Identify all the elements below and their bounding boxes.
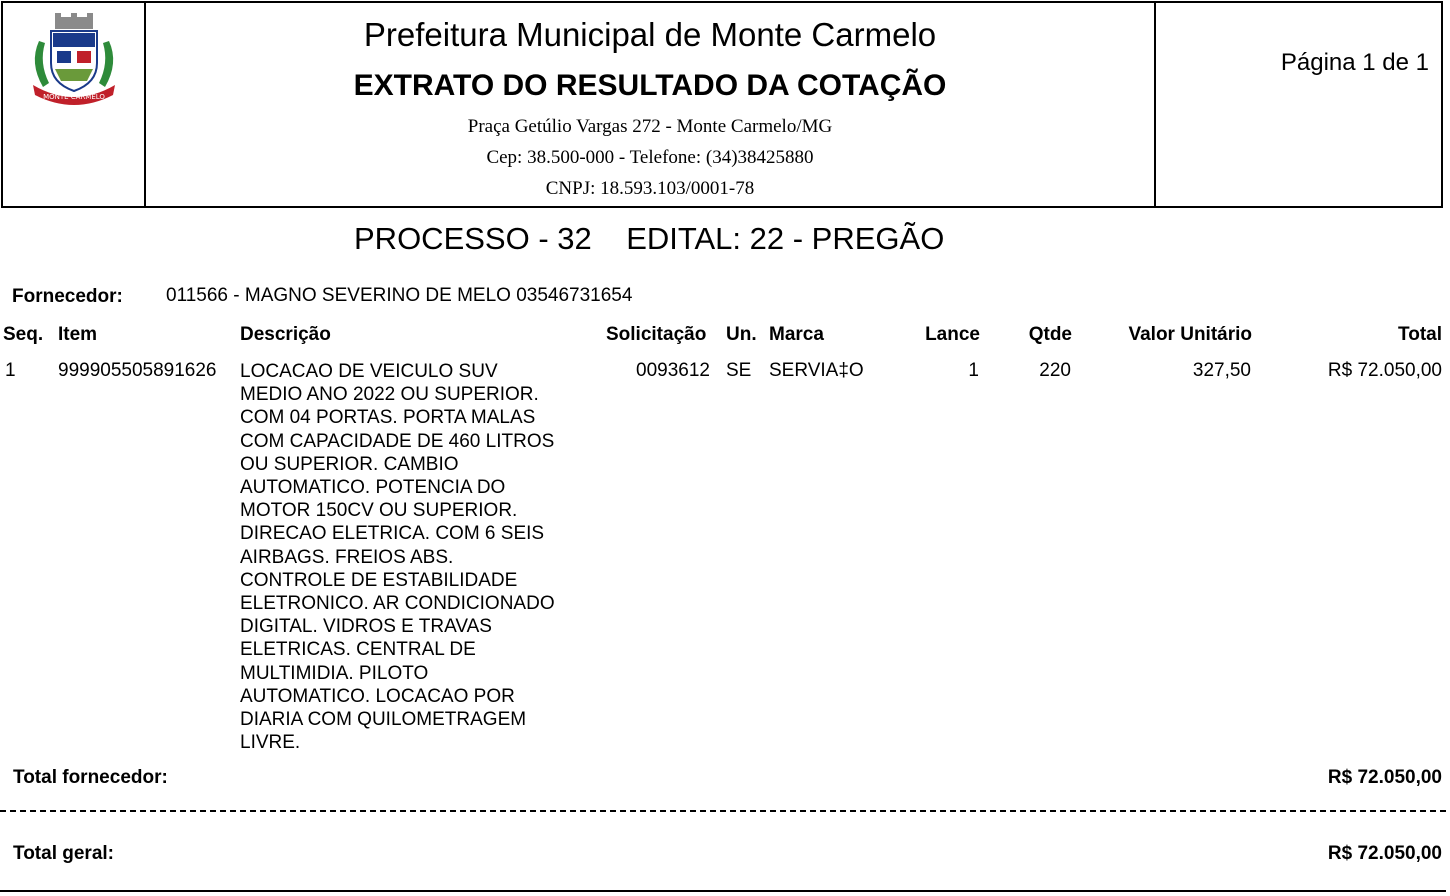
cell-seq: 1 [5, 360, 16, 381]
dashed-separator [0, 810, 1446, 812]
process-edital-line: PROCESSO - 32 EDITAL: 22 - PREGÃO [354, 221, 945, 256]
address-line: Praça Getúlio Vargas 272 - Monte Carmelo/MG [467, 116, 833, 137]
cell-marca: SERVIA‡O [769, 360, 864, 381]
cell-valor-unitario: 327,50 [1192, 360, 1251, 381]
header-unidade: Un. [726, 324, 757, 345]
cnpj-line: CNPJ: 18.593.103/0001-78 [545, 178, 755, 199]
page-number-cell [1154, 3, 1441, 206]
cell-qtde: 220 [1039, 360, 1071, 381]
logo-cell [3, 3, 146, 206]
supplier-label: Fornecedor: [12, 286, 123, 307]
supplier-value: 011566 - MAGNO SEVERINO DE MELO 03546731654 [166, 285, 633, 306]
total-supplier-value: R$ 72.050,00 [1327, 767, 1442, 788]
document-header [1, 1, 1443, 208]
header-valor-unitario: Valor Unitário [1128, 324, 1252, 345]
header-marca: Marca [769, 324, 824, 345]
header-title-block [146, 3, 1154, 206]
bottom-rule [0, 890, 1446, 892]
cell-unidade: SE [726, 360, 752, 381]
logo-ribbon-text: MONTE CARMELO [43, 93, 105, 101]
document-title: EXTRATO DO RESULTADO DA COTAÇÃO [353, 69, 947, 102]
cell-total: R$ 72.050,00 [1327, 360, 1442, 381]
header-solicitacao: Solicitação [606, 324, 707, 345]
header-total: Total [1398, 324, 1442, 345]
cell-solicitacao: 0093612 [636, 360, 710, 381]
header-qtde: Qtde [1028, 324, 1072, 345]
cell-description: LOCACAO DE VEICULO SUV MEDIO ANO 2022 OU SUPERIOR. COM 04 PORTAS. PORTA MALAS COM CAPACIDADE DE 460 LITROS OU SUPERIOR. CAMBIO AUTOMATICO. POTENCIA DO MOTOR 150CV OU SUPERIOR. DIRECAO ELETRICA. COM 6 SEIS AIRBAGS. FREIOS ABS. CONTROLE DE ESTABILIDADE ELETRONICO. AR CONDICIONADO DIGITAL. VIDROS E TRAVAS ELETRICAS. CENTRAL DE MULTIMIDIA. PILOTO AUTOMATICO. LOCACAO POR DIARIA COM QUILOMETRAGEM LIVRE. [240, 361, 555, 754]
header-seq: Seq. [3, 324, 44, 345]
organization-name: Prefeitura Municipal de Monte Carmelo [363, 16, 937, 53]
municipal-coat-of-arms-logo [25, 11, 123, 109]
header-lance: Lance [925, 324, 980, 345]
total-supplier-label: Total fornecedor: [13, 767, 168, 788]
cell-item-code: 999905505891626 [58, 360, 217, 381]
cell-lance: 1 [968, 360, 979, 381]
total-general-value: R$ 72.050,00 [1327, 843, 1442, 864]
contact-line: Cep: 38.500-000 - Telefone: (34)38425880 [486, 147, 814, 168]
header-descricao: Descrição [240, 324, 331, 345]
page-number: Página 1 de 1 [1280, 49, 1429, 76]
header-item: Item [58, 324, 98, 345]
total-general-label: Total geral: [13, 843, 114, 864]
